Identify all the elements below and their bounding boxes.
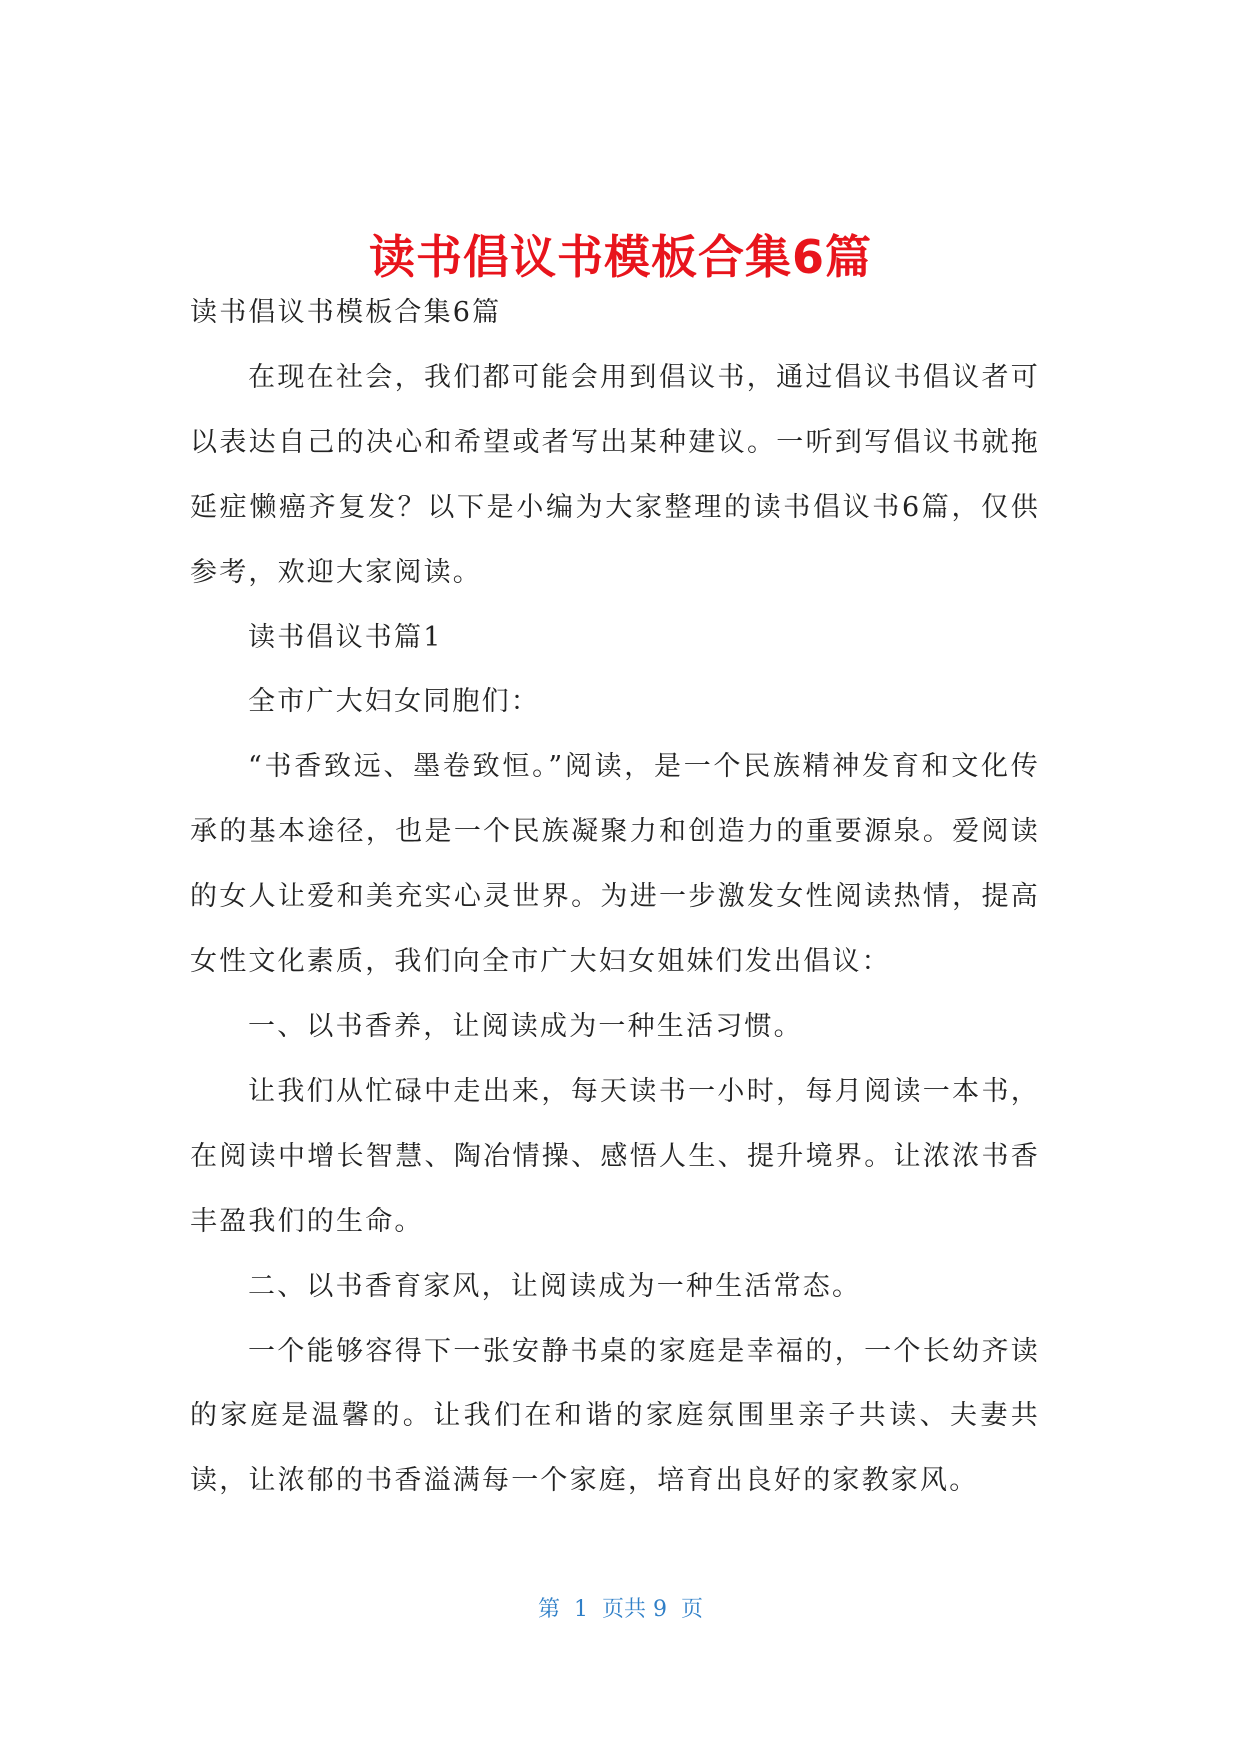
paragraph: 一个能够容得下一张安静书桌的家庭是幸福的，一个长幼齐读的家庭是温馨的。让我们在和谐的家庭氛围里亲子共读、夫妻共读，让浓郁的书香溢满每一个家庭，培育出良好的家教家风。 (190, 1335, 1040, 1497)
document-title: 读书倡议书模板合集6篇 (368, 229, 872, 284)
document-body (190, 281, 1040, 1514)
paragraph: 读书倡议书模板合集6篇 (190, 297, 502, 328)
paragraph: 在现在社会，我们都可能会用到倡议书，通过倡议书倡议者可以表达自己的决心和希望或者写出某种建议。一听到写倡议书就拖延症懒癌齐复发？以下是小编为大家整理的读书倡议书6篇，仅供参考，欢迎大家阅读。 (190, 361, 1040, 588)
section-heading: 读书倡议书篇1 (248, 621, 443, 653)
list-heading: 二、以书香育家风，让阅读成为一种生活常态。 (248, 1270, 862, 1302)
salutation: 全市广大妇女同胞们： (248, 686, 540, 718)
paragraph: 让我们从忙碌中走出来，每天读书一小时，每月阅读一本书，在阅读中增长智慧、陶冶情操、感悟人生、提升境界。让浓浓书香丰盈我们的生命。 (190, 1075, 1040, 1237)
list-heading: 一、以书香养，让阅读成为一种生活习惯。 (248, 1010, 803, 1042)
paragraph: “书香致远、墨卷致恒。”阅读，是一个民族精神发育和文化传承的基本途径，也是一个民族凝聚力和创造力的重要源泉。爱阅读的女人让爱和美充实心灵世界。为进一步激发女性阅读热情，提高女性文化素质，我们向全市广大妇女姐妹们发出倡议： (190, 751, 1040, 978)
page-footer: 第 1 页共 9 页 (538, 1597, 703, 1622)
